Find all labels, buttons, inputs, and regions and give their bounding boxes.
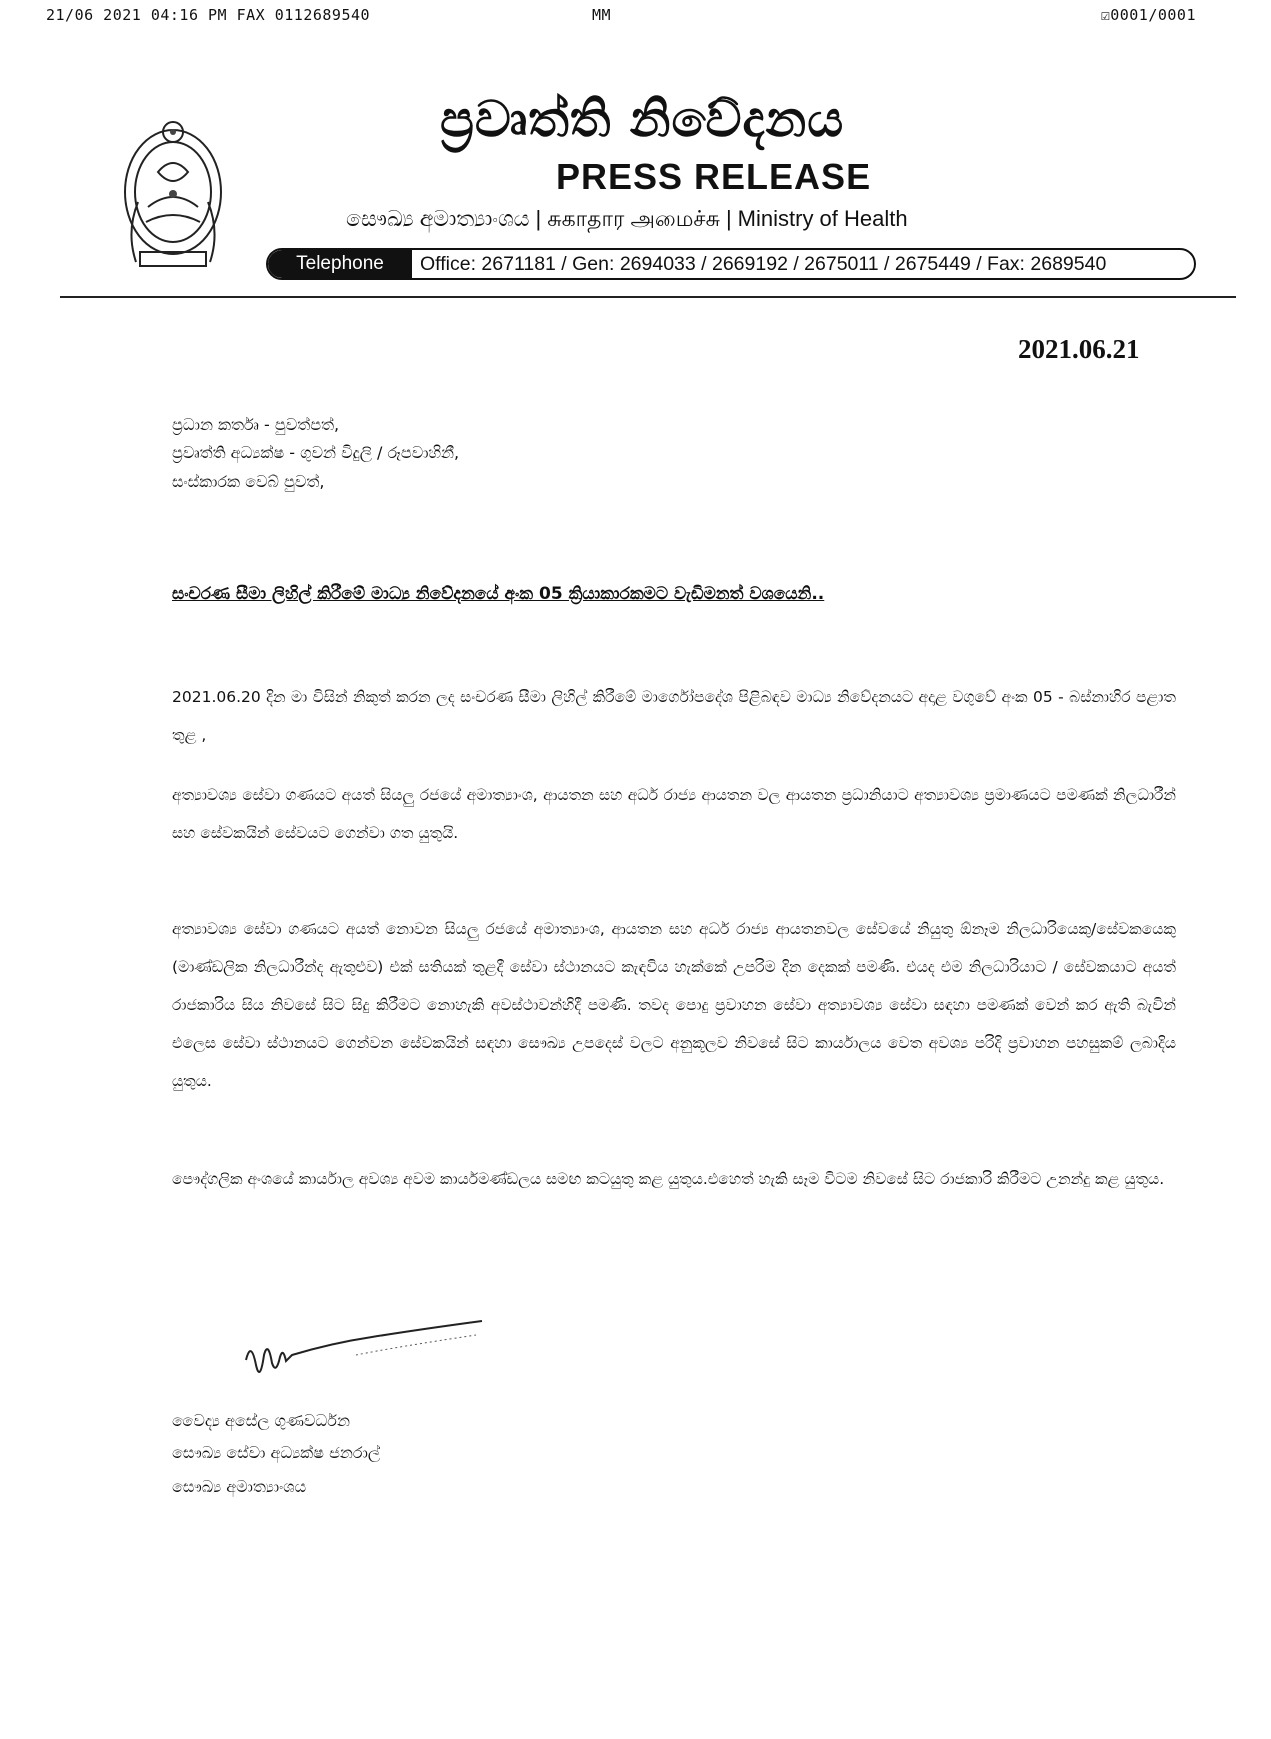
- signatory-name: වෛද්‍ය අසේල ගුණවර්ධන: [172, 1411, 350, 1430]
- addressee-line: ප්‍රධාන කර්තෘ - පුවත්පත්,: [172, 415, 340, 434]
- fax-header: [46, 6, 1226, 26]
- subject-line: සංචරණ සීමා ලිහිල් කිරීමේ මාධ්‍ය නිවේදනයේ අංක 05 ක්‍රියාකාරකමට වැඩිමනත් වශයෙනි..: [172, 584, 825, 604]
- ministry-line: [346, 206, 908, 235]
- separator: |: [535, 206, 542, 231]
- telephone-label: Telephone: [268, 250, 412, 278]
- paragraph: පෞද්ගලික අංශයේ කාර්යාල අවශ්‍ය අවම කාර්යමණ්ඩලය සමඟ කටයුතු කළ යුතුය.එහෙත් හැකි සෑම විටම නිවසේ සිට රාජකාරි කිරීමට උනන්දු කළ යුතුය.: [172, 1170, 1165, 1188]
- title-english: PRESS RELEASE: [556, 156, 872, 197]
- title-sinhala: ප්‍රවෘත්ති නිවේදනය: [440, 90, 845, 148]
- paragraph: අත්‍යාවශ්‍ය සේවා ගණයට අයත් සියලු රජයේ අමාත්‍යාංශ, ආයතන සහ අර්ධ රාජ්‍ය ආයතන වල ආයතන ප්‍රධානියාට අත්‍යාවශ්‍ය ප්‍රමාණයට පමණක් නිලධාරීන් සහ සේවකයින් සේවයට ගෙන්වා ගත යුතුයි.: [172, 786, 1176, 842]
- signatory-title: සෞඛ්‍ය සේවා අධ්‍යක්ෂ ජනරාල්: [172, 1443, 381, 1462]
- header-divider: [60, 296, 1236, 298]
- paragraph: අත්‍යාවශ්‍ය සේවා ගණයට අයත් නොවන සියලු රජයේ අමාත්‍යාංශ, ආයතන සහ අර්ධ රාජ්‍ය ආයතනවල සේවයේ නියුතු ඕනෑම නිලධාරියෙකු/සේවකයෙකු (මාණ්ඩලික නිලධාරීන්ද ඇතුළුව) එක් සතියක් තුළදී සේවා ස්ථානයට කැඳවිය හැක්කේ උපරිම දින දෙකක් පමණි. එයද එම නිලධාරියාට / සේවකයාට අයත් රාජකාරිය සිය නිවසේ සිට සිදු කිරීමට නොහැකි අවස්ථාවන්හිදී පමණි. තවද පොදු ප්‍රවාහන සේවා අත්‍යාවශ්‍ය සේවා සඳහා පමණක් වෙන් කර ඇති බැවින් එලෙස සේවා ස්ථානයට ගෙන්වන සේවකයින් සඳහා සෞඛ්‍ය උපදෙස් වලට අනුකූලව නිවසේ සිට කාර්යාලය වෙත අවශ්‍ය පරිදි ප්‍රවාහන පහසුකම් ලබාදිය යුතුය.: [172, 920, 1176, 1090]
- telephone-bar: [266, 248, 1196, 280]
- ministry-english: Ministry of Health: [737, 206, 908, 231]
- separator: |: [725, 206, 732, 231]
- signature: [236, 1320, 496, 1400]
- paragraph: 2021.06.20 දින මා විසින් නිකුත් කරන ලද සංචරණ සීමා ලිහිල් කිරීමේ මාර්ගෝපදේශ පිළිබඳව මාධ්‍ය නිවේදනයට අදාළ වගුවේ අංක 05 - බස්නාහිර පළාත තුළ ,: [172, 688, 1176, 744]
- addressee-line: සංස්කාරක වෙබ් පුවත්,: [172, 472, 325, 491]
- ministry-tamil: சுகாதார அமைச்சு: [547, 206, 720, 231]
- signatory-organisation: සෞඛ්‍ය අමාත්‍යාංශය: [172, 1477, 307, 1496]
- telephone-numbers: Office: 2671181 / Gen: 2694033 / 2669192 / 2675011 / 2675449 / Fax: 2689540: [420, 253, 1107, 275]
- document-date: 2021.06.21: [1018, 334, 1140, 364]
- addressee-line: ප්‍රවෘත්ති අධ්‍යක්ෂ - ගුවන් විදුලි / රූපවාහිනී,: [172, 443, 460, 462]
- fax-page-count: ☑0001/0001: [1100, 6, 1196, 24]
- fax-timestamp: 21/06 2021 04:16 PM FAX 0112689540: [46, 6, 371, 24]
- fax-code: MM: [592, 6, 612, 24]
- sri-lanka-emblem-icon: [118, 112, 228, 280]
- ministry-sinhala: සෞඛ්‍ය අමාත්‍යාංශය: [346, 206, 530, 231]
